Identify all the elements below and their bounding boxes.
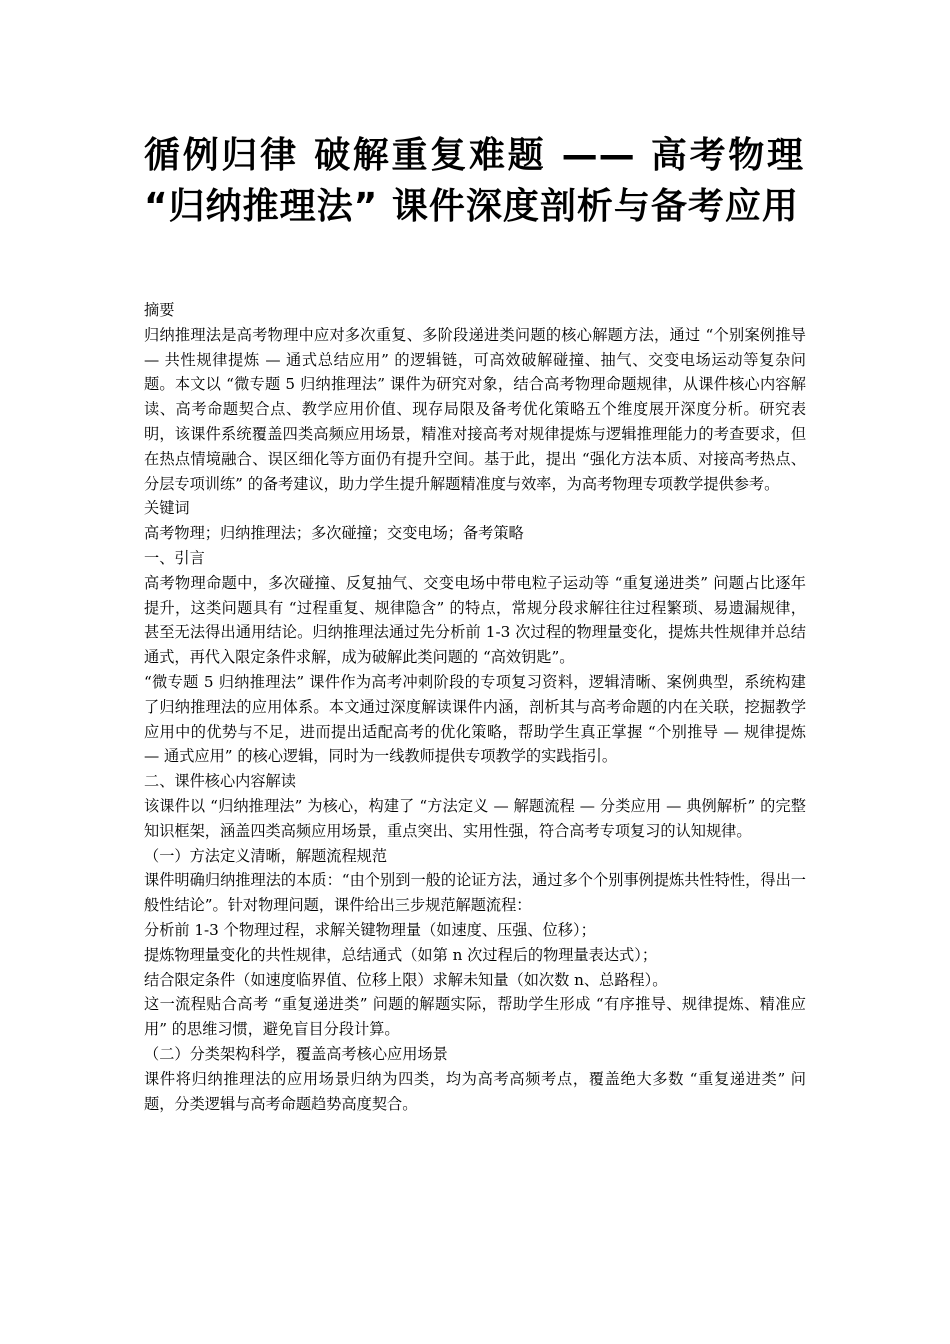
subsection-1-step-2: 提炼物理量变化的共性规律，总结通式（如第 n 次过程后的物理量表达式）； <box>144 945 658 964</box>
subsection-1-paragraph-2: 这一流程贴合高考 “重复递进类” 问题的解题实际，帮助学生形成 “有序推导、规律提炼、精准应用” 的思维习惯，避免盲目分段计算。 <box>144 995 806 1039</box>
subsection-2-paragraph: 课件将归纳推理法的应用场景归纳为四类，均为高考高频考点，覆盖绝大多数 “重复递进类” 问题，分类逻辑与高考命题趋势高度契合。 <box>144 1069 806 1113</box>
subsection-1-paragraph: 课件明确归纳推理法的本质：“由个别到一般的论证方法，通过多个个别事例提炼共性特性，得出一般性结论”。针对物理问题，课件给出三步规范解题流程： <box>144 871 806 915</box>
introduction-paragraph-2: “微专题 5 归纳推理法” 课件作为高考冲刺阶段的专项复习资料，逻辑清晰、案例典型，系统构建了归纳推理法的应用体系。本文通过深度解读课件内涵，剖析其与高考命题的内在关联，挖掘教学应用中的优势与不足，进而提出适配高考的优化策略，帮助学生真正掌握 “个别推导 — 规律提炼 — 通式应用” 的核心逻辑，同时为一线教师提供专项教学的实践指引。 <box>144 672 806 766</box>
subsection-heading-1: （一）方法定义清晰，解题流程规范 <box>144 846 387 865</box>
keywords-paragraph: 高考物理；归纳推理法；多次碰撞；交变电场；备考策略 <box>144 524 524 543</box>
document-title: 循例归律 破解重复难题 —— 高考物理 “归纳推理法” 课件深度剖析与备考应用 <box>144 135 804 227</box>
keywords-heading: 关键词 <box>144 499 190 518</box>
abstract-heading: 摘要 <box>144 301 175 319</box>
section-heading-content: 二、课件核心内容解读 <box>144 772 296 791</box>
subsection-1-step-3: 结合限定条件（如速度临界值、位移上限）求解未知量（如次数 n、总路程）。 <box>144 970 668 989</box>
document-body <box>144 298 806 1116</box>
content-paragraph-1: 该课件以 “归纳推理法” 为核心，构建了 “方法定义 — 解题流程 — 分类应用 — 典例解析” 的完整知识框架，涵盖四类高频应用场景，重点突出、实用性强，符合高考专项复习的认知规律。 <box>144 796 806 840</box>
section-heading-introduction: 一、引言 <box>144 548 205 567</box>
subsection-1-step-1: 分析前 1-3 个物理过程，求解关键物理量（如速度、压强、位移）； <box>144 920 596 939</box>
abstract-paragraph: 归纳推理法是高考物理中应对多次重复、多阶段递进类问题的核心解题方法，通过 “个别案例推导 — 共性规律提炼 — 通式总结应用” 的逻辑链，可高效破解碰撞、抽气、交变电场运动等复杂问题。本文以 “微专题 5 归纳推理法” 课件为研究对象，结合高考物理命题规律，从课件核心内容解读、高考命题契合点、教学应用价值、现存局限及备考优化策略五个维度展开深度分析。研究表明，该课件系统覆盖四类高频应用场景，精准对接高考对规律提炼与逻辑推理能力的考查要求，但在热点情境融合、误区细化等方面仍有提升空间。基于此，提出 “强化方法本质、对接高考热点、分层专项训练” 的备考建议，助力学生提升解题精准度与效率，为高考物理专项教学提供参考。 <box>144 325 806 493</box>
subsection-heading-2: （二）分类架构科学，覆盖高考核心应用场景 <box>144 1044 448 1063</box>
introduction-paragraph-1: 高考物理命题中，多次碰撞、反复抽气、交变电场中带电粒子运动等 “重复递进类” 问题占比逐年提升，这类问题具有 “过程重复、规律隐含” 的特点，常规分段求解往往过程繁琐、易遗漏规律，甚至无法得出通用结论。归纳推理法通过先分析前 1-3 次过程的物理量变化，提炼共性规律并总结通式，再代入限定条件求解，成为破解此类问题的 “高效钥匙”。 <box>144 573 806 667</box>
